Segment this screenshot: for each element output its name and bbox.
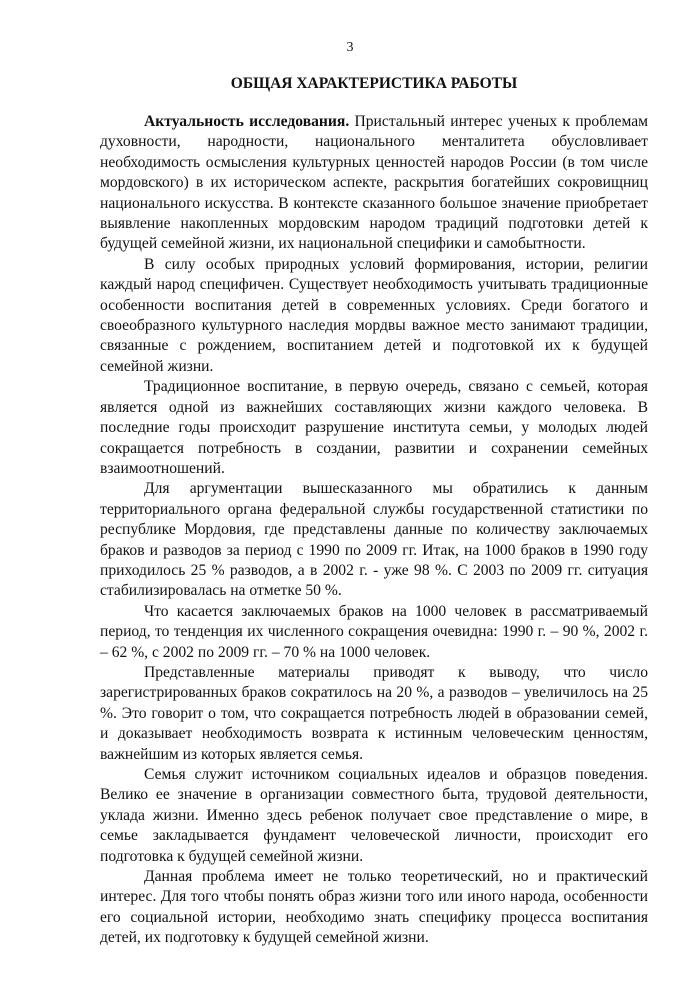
paragraph-text: Пристальный интерес ученых к проблемам духовности, народности, национального менталитета обусловливает необходимость осмысления культурных ценностей народов России (в том числе мордовского) в их историческом аспекте, раскрытия богатейших сокровищниц национального искусства. В контексте сказанного большое значение приобретает выявление накопленных мордовским народом традиций подготовки детей к будущей семейной жизни, их национальной специфики и самобытности. [100, 113, 648, 253]
paragraph-relevance [100, 112, 648, 255]
paragraph: Для аргументации вышесказанного мы обратились к данным территориального органа федеральной службы государственной статистики по республике Мордовия, где представлены данные по количеству заключаемых браков и разводов за период с 1990 по 2009 гг. Итак, на 1000 браков в 1990 году приходилось 25 % разводов, а в 2002 г. - уже 98 %. С 2003 по 2009 гг. ситуация стабилизировалась на отметке 50 %. [100, 480, 648, 600]
paragraph: Представленные материалы приводят к выводу, что число зарегистрированных браков сократилось на 20 %, а разводов – увеличилось на 25 %. Это говорит о том, что сокращается потребность людей в образовании семей, и доказывает необходимость возврата к истинным человеческим ценностям, важнейшим из которых является семья. [100, 663, 648, 763]
page-number: 3 [346, 40, 354, 55]
paragraph-lead: Актуальность исследования. [144, 113, 350, 130]
paragraph: В силу особых природных условий формирования, истории, религии каждый народ специфичен. Существует необходимость учитывать традиционные особенности воспитания детей в современных условиях. Среди богатого и своеобразного культурного наследия мордвы важное место занимают традиции, связанные с рождением, воспитанием детей и подготовкой их к будущей семейной жизни. [100, 255, 648, 375]
paragraph: Что касается заключаемых браков на 1000 человек в рассматриваемый период, то тенденция их численного сокращения очевидна: 1990 г. – 90 %, 2002 г. – 62 %, с 2002 по 2009 гг. – 70 % на 1000 человек. [100, 602, 648, 661]
body-text [100, 112, 648, 949]
section-title: ОБЩАЯ ХАРАКТЕРИСТИКА РАБОТЫ [230, 75, 518, 92]
paragraph: Семья служит источником социальных идеалов и образцов поведения. Велико ее значение в организации совместного быта, трудовой деятельности, уклада жизни. Именно здесь ребенок получает свое представление о мире, в семье закладывается фундамент человеческой личности, происходит его подготовка к будущей семейной жизни. [100, 766, 648, 865]
paragraph: Данная проблема имеет не только теоретический, но и практический интерес. Для того чтобы понять образ жизни того или иного народа, особенности его социальной истории, необходимо знать специфику процесса воспитания детей, их подготовку к будущей семейной жизни. [100, 868, 648, 947]
paragraph: Традиционное воспитание, в первую очередь, связано с семьей, которая является одной из важнейших составляющих жизни каждого человека. В последние годы происходит разрушение института семьи, у молодых людей сокращается потребность в создании, развитии и сохранении семейных взаимоотношений. [100, 378, 648, 477]
